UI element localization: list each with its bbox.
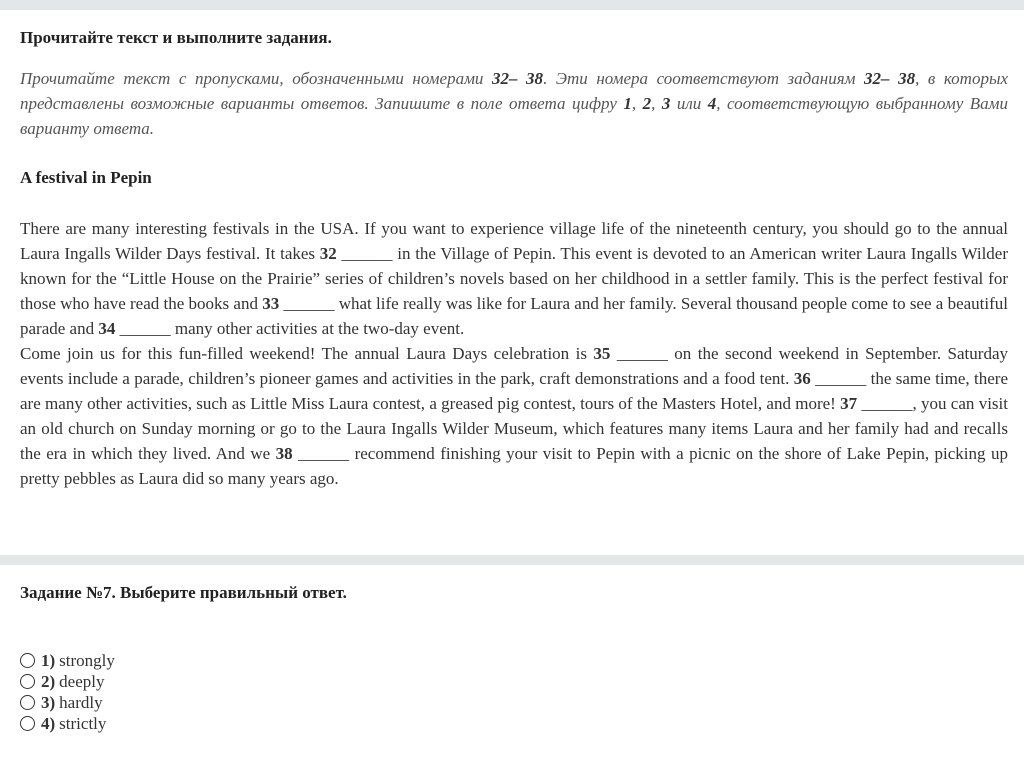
article-paragraph bbox=[20, 341, 1008, 491]
digit: 2 bbox=[642, 94, 652, 113]
instructions-part: Прочитайте текст с пропусками, обозначенными номерами bbox=[20, 69, 492, 88]
page-header: Прочитайте текст и выполните задания. bbox=[20, 28, 332, 47]
gap-number: 36 bbox=[793, 369, 811, 388]
task-range: 32– 38 bbox=[864, 69, 916, 88]
article-title: A festival in Pepin bbox=[20, 168, 152, 187]
option-number: 1) bbox=[41, 651, 56, 670]
text-run: the same time, there are many other activities, such as Little Miss Laura contest, a greased pig contest, tours of the Masters Hotel, and more! bbox=[20, 369, 1009, 413]
separator: , bbox=[631, 94, 643, 113]
radio-button[interactable] bbox=[20, 674, 35, 689]
task-title: Задание №7. Выберите правильный ответ. bbox=[20, 583, 347, 602]
radio-button[interactable] bbox=[20, 716, 35, 731]
text-run: in the Village of Pepin. This event is devoted to an American writer Laura Ingalls Wilder known for the “Little House on the Prairie” series of children’s novels based on her childhood in a settler family. This is the perfect festival for those who have read the books and bbox=[20, 244, 1008, 313]
digit: 1 bbox=[623, 94, 632, 113]
text-run: There are many interesting festivals in the USA. If you want to experience village life of the nineteenth century, you should go to the annual Laura Ingalls Wilder Days festival. It takes bbox=[20, 219, 1008, 263]
text-run: on the second weekend in September. Saturday events include a parade, children’s pioneer games and activities in the park, craft demonstrations and a food tent. bbox=[20, 344, 1008, 388]
gap-blank: ______ bbox=[861, 394, 913, 413]
digit: 3 bbox=[661, 94, 671, 113]
gap-blank: ______ bbox=[283, 294, 335, 313]
option-number: 2) bbox=[41, 672, 56, 691]
gap-number: 33 bbox=[262, 294, 280, 313]
gap-blank: ______ bbox=[341, 244, 393, 263]
radio-button[interactable] bbox=[20, 653, 35, 668]
option-label: hardly bbox=[59, 693, 103, 712]
top-divider-bar bbox=[0, 0, 1024, 10]
option-label: strongly bbox=[59, 651, 115, 670]
separator: , bbox=[651, 94, 662, 113]
answer-option-3[interactable] bbox=[20, 692, 1008, 713]
answer-option-4[interactable] bbox=[20, 713, 1008, 734]
text-run: , you can visit an old church on Sunday morning or go to the Laura Ingalls Wilder Museum, which features many items Laura and her family had and recalls the era in which they lived. And we bbox=[20, 394, 1008, 463]
separator: или bbox=[670, 94, 708, 113]
option-label: deeply bbox=[59, 672, 105, 691]
instructions-part: , соответствующую выбранному Вами варианту ответа. bbox=[20, 94, 1009, 138]
text-run: what life really was like for Laura and her family. Several thousand people come to see a beautiful parade and bbox=[20, 294, 1009, 338]
text-run: Come join us for this fun-filled weekend! The annual Laura Days celebration is bbox=[20, 344, 594, 363]
gap-number: 35 bbox=[593, 344, 611, 363]
instructions-part: , в которых представлены возможные варианты ответов. Запишите в поле ответа цифру bbox=[20, 69, 1009, 113]
article-body bbox=[20, 216, 1008, 491]
gap-number: 34 bbox=[98, 319, 116, 338]
section-divider bbox=[0, 555, 1024, 565]
gap-number: 37 bbox=[840, 394, 858, 413]
answer-option-2[interactable] bbox=[20, 671, 1008, 692]
answer-option-1[interactable] bbox=[20, 650, 1008, 671]
text-run: recommend finishing your visit to Pepin with a picnic on the shore of Lake Pepin, picking up pretty pebbles as Laura did so many years ago. bbox=[20, 444, 1008, 488]
instructions-text bbox=[20, 66, 1008, 141]
answer-options bbox=[20, 650, 1008, 734]
gap-number: 38 bbox=[275, 444, 293, 463]
gap-blank: ______ bbox=[815, 369, 867, 388]
gap-number: 32 bbox=[319, 244, 337, 263]
option-number: 4) bbox=[41, 714, 56, 733]
option-label: strictly bbox=[59, 714, 107, 733]
text-run: many other activities at the two-day event. bbox=[170, 319, 465, 338]
gap-blank: ______ bbox=[298, 444, 350, 463]
task-range: 32– 38 bbox=[491, 69, 544, 88]
digit: 4 bbox=[707, 94, 717, 113]
gap-blank: ______ bbox=[119, 319, 171, 338]
gap-blank: ______ bbox=[616, 344, 668, 363]
article-paragraph bbox=[20, 216, 1008, 341]
option-number: 3) bbox=[41, 693, 56, 712]
instructions-part: . Эти номера соответствуют заданиям bbox=[543, 69, 865, 88]
radio-button[interactable] bbox=[20, 695, 35, 710]
